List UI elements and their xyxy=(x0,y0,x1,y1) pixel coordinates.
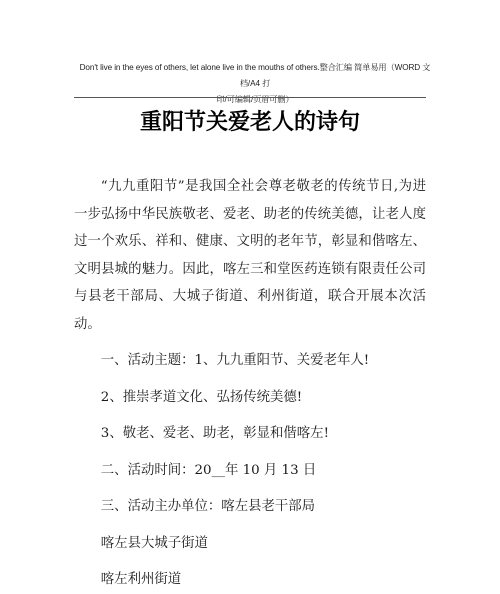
header-note xyxy=(74,60,436,108)
filial-piety-line: 2、推崇孝道文化、弘扬传统美德! xyxy=(100,389,303,405)
document-body xyxy=(74,173,426,594)
document-title: 重阳节关爱老人的诗句 xyxy=(139,110,360,135)
co-organizer-lizhou: 喀左利州街道 xyxy=(100,572,182,587)
respect-elders-line: 3、敬老、爱老、助老，彰显和偕喀左! xyxy=(100,426,329,441)
activity-theme-line: 一、活动主题：1、九九重阳节、关爱老年人! xyxy=(100,353,370,368)
organizer-line: 三、活动主办单位：喀左县老干部局 xyxy=(100,499,316,514)
header-note-line-2: 印/可编辑/页眉可删） xyxy=(216,95,294,104)
intro-paragraph: “九九重阳节”是我国全社会尊老敬老的传统节日,为进一步弘扬中华民族敬老、爱老、助老的传统美德，让老人度过一个欢乐、祥和、健康、文明的老年节，彰显和偕喀左、文明县城的魅力。因此，喀左三和堂医药连锁有限责任公司与县老干部局、大城子街道、利州街道，联合开展本次活动。 xyxy=(74,179,426,332)
co-organizer-dachengzi: 喀左县大城子街道 xyxy=(100,535,208,551)
header-note-line-1: Don't live in the eyes of others, let alone live in the mouths of others.整合汇编 简单易用（WORD 文档/A4 打 xyxy=(79,63,431,88)
header-divider xyxy=(74,97,426,98)
activity-time-line: 二、活动时间：20__年 10 月 13 日 xyxy=(100,462,317,478)
